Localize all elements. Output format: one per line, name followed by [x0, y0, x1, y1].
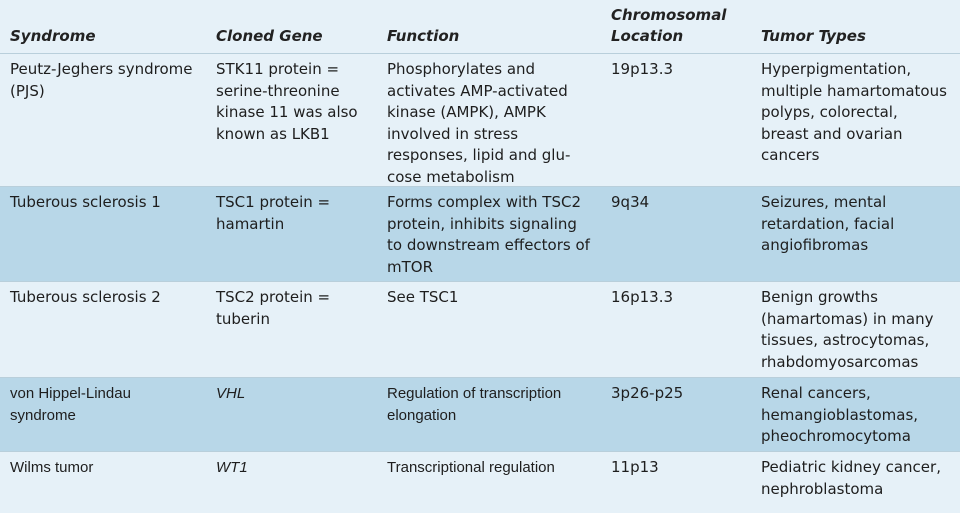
- cell-line: See TSC1: [387, 288, 459, 306]
- cell-line: activates AMP-activated: [387, 81, 568, 100]
- cell-syndrome: [10, 192, 161, 214]
- header-location-line2: Location: [611, 27, 684, 45]
- table-row: [0, 377, 960, 451]
- cell-line: TSC1 protein =: [216, 193, 331, 211]
- cell-line: 3p26-p25: [611, 384, 684, 402]
- cell-line: Phosphorylates and: [387, 60, 536, 78]
- cell-line: Transcriptional regulation: [387, 459, 555, 476]
- cell-line: Benign growths: [761, 288, 878, 306]
- cell-line: protein, inhibits signaling: [387, 214, 577, 233]
- header-chromosomal-location: [611, 5, 726, 47]
- cell-line: 16p13.3: [611, 288, 674, 306]
- table-row: [0, 186, 960, 281]
- cell-function: [387, 287, 458, 309]
- cell-line: Forms complex with TSC2: [387, 193, 581, 211]
- cell-line: syndrome: [10, 406, 76, 424]
- cell-line: retardation, facial: [761, 214, 895, 233]
- cell-line: angiofibromas: [761, 236, 869, 254]
- table-row: [0, 451, 960, 513]
- cell-gene: [216, 59, 358, 145]
- cell-gene: [216, 457, 248, 479]
- cell-tumor-types: [761, 287, 933, 373]
- cell-location: [611, 192, 649, 214]
- cell-tumor-types: [761, 383, 918, 448]
- cell-tumor-types: [761, 59, 947, 167]
- cell-tumor-types: [761, 457, 941, 500]
- cell-syndrome: [10, 457, 93, 479]
- cell-line: Hyperpigmentation,: [761, 60, 912, 78]
- cell-function: [387, 383, 561, 426]
- header-tumor-types: Tumor Types: [761, 27, 866, 45]
- cell-line: Pediatric kidney cancer,: [761, 458, 941, 476]
- cell-line: 9q34: [611, 193, 650, 211]
- cell-line: Wilms tumor: [10, 459, 94, 476]
- cell-line: rhabdomyosarcomas: [761, 352, 919, 371]
- cell-location: [611, 287, 673, 309]
- cell-tumor-types: [761, 192, 894, 257]
- cell-gene: [216, 383, 245, 405]
- header-syndrome: Syndrome: [10, 27, 96, 45]
- cell-gene: [216, 287, 330, 330]
- header-function: Function: [387, 27, 460, 45]
- cell-line: hamartin: [216, 214, 285, 233]
- table-header-row: [0, 0, 960, 53]
- table-row: [0, 53, 960, 186]
- cell-line: pheochromocytoma: [761, 427, 911, 445]
- cell-function: [387, 457, 555, 479]
- cell-location: [611, 457, 659, 479]
- cell-line: TSC2 protein =: [216, 288, 331, 306]
- cell-line: (hamartomas) in many: [761, 309, 934, 328]
- cell-line: kinase (AMPK), AMPK: [387, 103, 546, 121]
- cell-line: mTOR: [387, 257, 434, 276]
- cell-syndrome: [10, 383, 131, 426]
- cell-line: Seizures, mental: [761, 193, 887, 211]
- cell-line: elongation: [387, 406, 457, 424]
- cell-line: polyps, colorectal,: [761, 103, 898, 121]
- cell-line: VHL: [216, 385, 246, 402]
- cell-line: Regulation of transcription: [387, 385, 562, 402]
- cell-line: STK11 protein =: [216, 60, 340, 78]
- cell-line: von Hippel-Lindau: [10, 385, 131, 402]
- cell-line: kinase 11 was also: [216, 103, 358, 121]
- cell-line: breast and ovarian: [761, 124, 903, 143]
- cell-line: Tuberous sclerosis 1: [10, 193, 161, 211]
- cell-line: cancers: [761, 146, 820, 164]
- cell-line: involved in stress: [387, 124, 519, 143]
- header-cloned-gene: Cloned Gene: [216, 27, 323, 45]
- cell-location: [611, 59, 673, 81]
- cell-line: Peutz-Jeghers syndrome: [10, 60, 193, 78]
- cell-line: cose metabolism: [387, 167, 515, 186]
- cell-line: to downstream effectors of: [387, 236, 590, 254]
- cell-line: hemangioblastomas,: [761, 405, 919, 424]
- cell-line: multiple hamartomatous: [761, 81, 947, 100]
- cell-line: WT1: [216, 459, 248, 476]
- cell-line: Renal cancers,: [761, 384, 871, 402]
- cell-function: [387, 59, 570, 188]
- cell-syndrome: [10, 59, 192, 102]
- cell-line: serine-threonine: [216, 81, 340, 100]
- cell-line: responses, lipid and glu-: [387, 146, 571, 164]
- cell-line: tuberin: [216, 309, 270, 328]
- cell-line: tissues, astrocytomas,: [761, 331, 930, 349]
- cell-line: 19p13.3: [611, 60, 674, 78]
- cell-gene: [216, 192, 330, 235]
- cell-function: [387, 192, 590, 278]
- cell-line: (PJS): [10, 81, 45, 100]
- cell-location: [611, 383, 683, 405]
- cell-line: Tuberous sclerosis 2: [10, 288, 161, 306]
- cell-line: 11p13: [611, 458, 659, 476]
- cell-line: known as LKB1: [216, 124, 330, 143]
- cell-syndrome: [10, 287, 161, 309]
- header-location-line1: Chromosomal: [611, 6, 727, 24]
- table-row: [0, 281, 960, 377]
- cell-line: nephroblastoma: [761, 479, 884, 498]
